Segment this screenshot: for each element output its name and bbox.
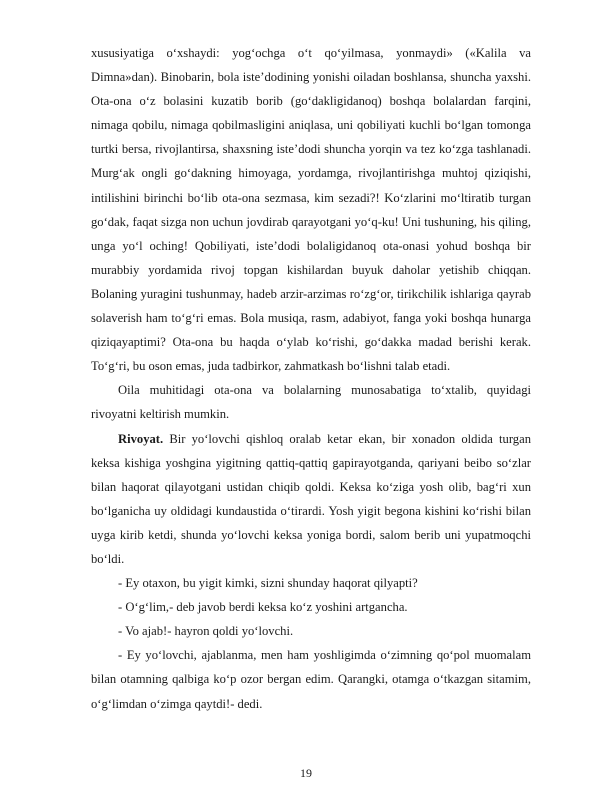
- paragraph-legend: [91, 427, 531, 572]
- page-number: 19: [300, 766, 312, 780]
- legend-text: Bir yo‘lovchi qishloq oralab ketar ekan, bir xonadon oldida turgan keksa kishiga yoshgina yigitning qattiq-qattiq gapirayotganda, qariyani beibo so‘zlar bilan haqorat qilayotgani ustidan chiqib qoldi. Keksa ko‘ziga yosh olib, bag‘ri xun bo‘lganicha uy oldidagi kundaustida o‘tirardi. Yosh yigit begona kishini ko‘rishi bilan uyga kirib ketdi, shunda yo‘lovchi keksa yoniga bordi, salom berib uni yupatmoqchi bo‘ldi.: [91, 431, 531, 566]
- legend-heading: Rivoyat.: [118, 431, 164, 446]
- dialogue-line-3: - Vo ajab!- hayron qoldi yo‘lovchi.: [118, 624, 294, 639]
- dialogue-line-1: - Ey otaxon, bu yigit kimki, sizni shunday haqorat qilyapti?: [118, 576, 418, 591]
- dialogue-line-2: - O‘g‘lim,- deb javob berdi keksa ko‘z yoshini artgancha.: [118, 600, 408, 615]
- paragraph-continuation: xususiyatiga o‘xshaydi: yog‘ochga o‘t qo‘yilmasa, yonmaydi» («Kalila va Dimna»dan). Binobarin, bola iste’dodining yonishi oiladan boshlansa, shuncha yaxshi. Ota-ona o‘z bolasini kuzatib borib (go‘dakligidanoq) boshqa bolalardan farqini, nimaga qobilu, nimaga qobilmasligini aniqlasa, uni qobiliyati kuchli bo‘lgan tomonga turtki bersa, rivojlantirsa, shaxsning iste’dodi shuncha yorqin va tez ko‘zga tashlanadi. Murg‘ak ongli go‘dakning himoyaga, yordamga, rivojlantirishga muhtoj qiziqishi, intilishini birinchi bo‘lib ota-ona sezmasa, kim sezadi?! Ko‘zlarini mo‘ltiratib turgan go‘dak, faqat sizga non uchun jovdirab qarayotgani yo‘q-ku! Uni tushuning, his qiling, unga yo‘l oching! Qobiliyati, iste’dodi bolaligidanoq ota-onasi yohud boshqa bir murabbiy yordamida rivoj topgan kishilardan buyuk daholar yetishib chiqqan. Bolaning yuragini tushunmay, hadeb arzir-arzimas ro‘zg‘or, tirikchilik ishlariga qayrab solaverish ham to‘g‘ri emas. Bola musiqa, rasm, adabiyot, fanga yoki boshqa hunarga qiziqayaptimi? Ota-ona bu haqda o‘ylab ko‘rishi, go‘dakka madad berishi kerak. To‘g‘ri, bu oson emas, juda tadbirkor, zahmatkash bo‘lishni talab etadi.: [91, 46, 531, 374]
- paragraph-family-relations: Oila muhitidagi ota-ona va bolalarning munosabatiga to‘xtalib, quyidagi rivoyatni keltirish mumkin.: [91, 383, 531, 422]
- dialogue-line-4: - Ey yo‘lovchi, ajablanma, men ham yoshligimda o‘zimning qo‘pol muomalam bilan otamning qalbiga ko‘p ozor bergan edim. Qarangki, otamga o‘tkazgan sitamim, o‘g‘limdan o‘zimga qaytdi!- dedi.: [91, 648, 531, 711]
- document-body: [91, 41, 531, 716]
